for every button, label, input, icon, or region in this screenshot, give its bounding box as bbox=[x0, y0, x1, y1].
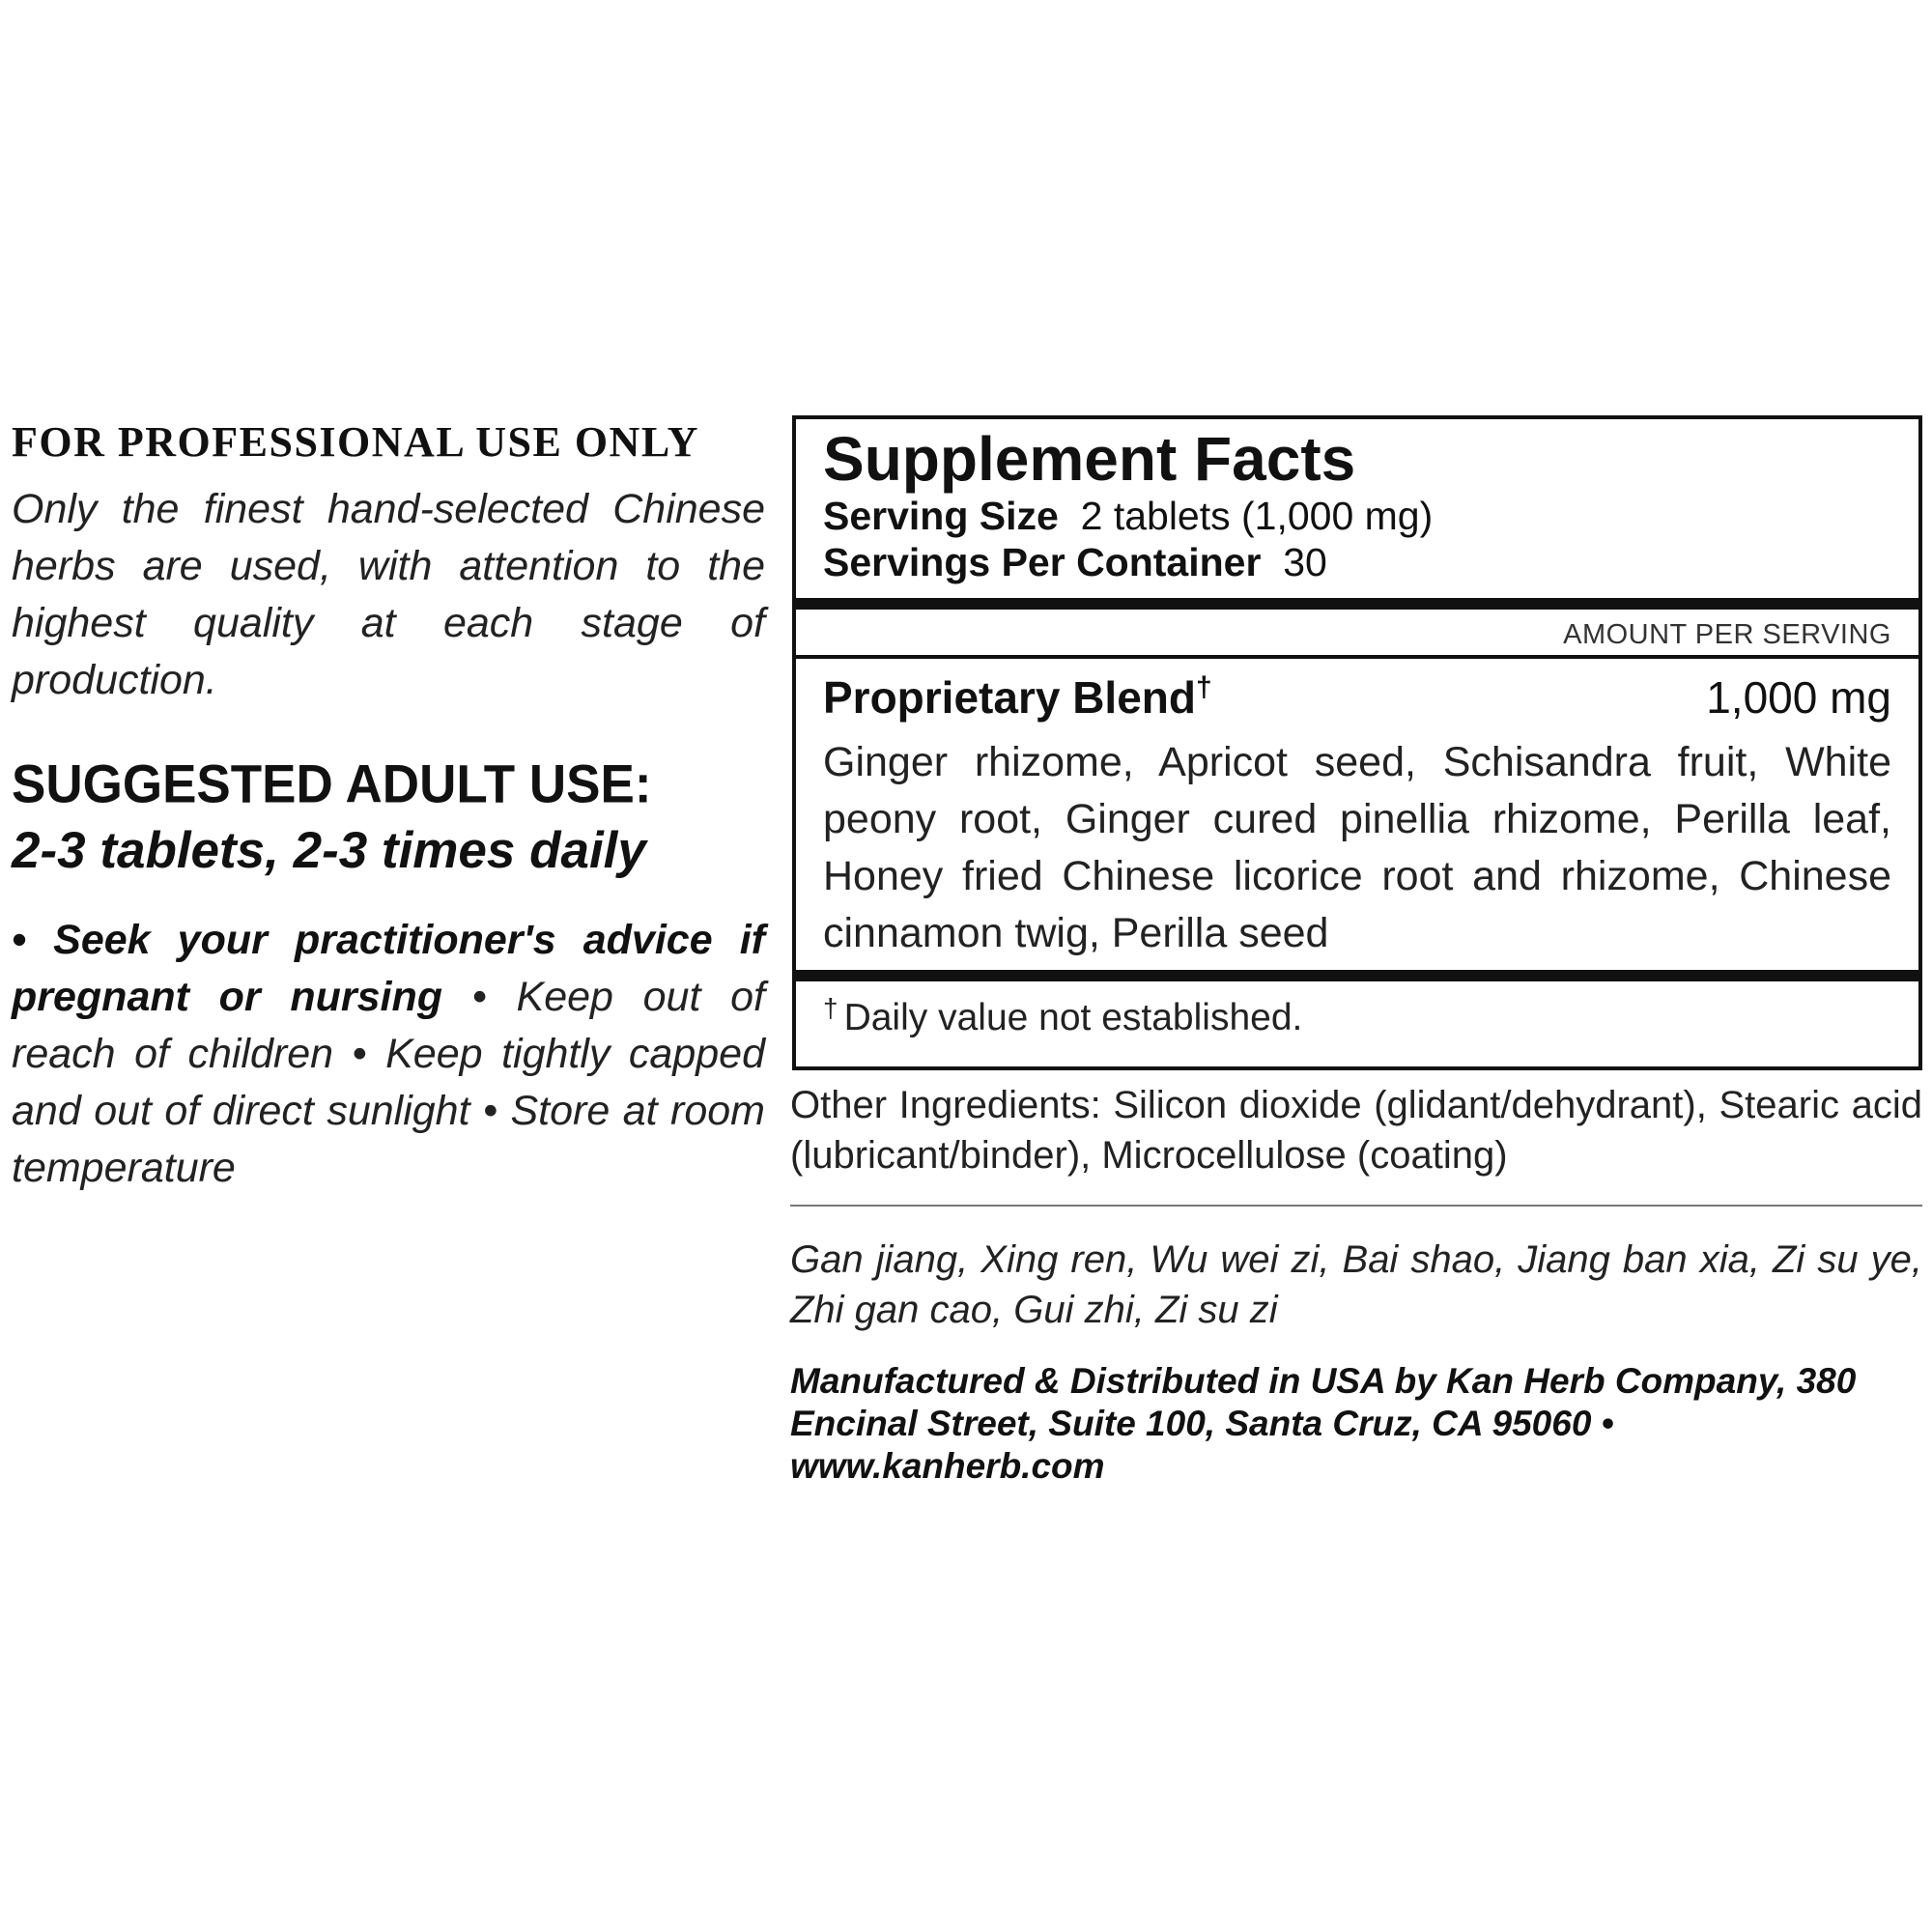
pregnancy-warning: • Seek your practitioner's advice if pregnant or nursing bbox=[12, 917, 765, 1020]
manufacturer-line-2: Encinal Street, Suite 100, Santa Cruz, CA 95060 • www.kanherb.com bbox=[790, 1404, 1614, 1486]
servings-per-container-row bbox=[823, 539, 1891, 585]
footnote-dagger: † bbox=[823, 993, 838, 1023]
serving-size-label: Serving Size bbox=[823, 494, 1059, 538]
amount-per-serving-header: AMOUNT PER SERVING bbox=[1563, 619, 1891, 650]
proprietary-blend-label: Proprietary Blend† bbox=[823, 671, 1212, 723]
manufacturer-line-1: Manufactured & Distributed in USA by Kan Herb Company, 380 bbox=[790, 1361, 1857, 1401]
servings-per-container-value: 30 bbox=[1283, 540, 1327, 584]
usage-column bbox=[12, 413, 765, 1197]
blend-ingredients-list: Ginger rhizome, Apricot seed, Schisandra fruit, White peony root, Ginger cured pinellia rhizome, Perilla leaf, Honey fried Chinese licorice root and rhizome, Chinese cinnamon twig, Perilla seed bbox=[823, 739, 1891, 956]
dosage-text: 2-3 tablets, 2-3 times daily bbox=[12, 822, 646, 879]
dagger-mark: † bbox=[1196, 671, 1212, 703]
storage-warnings: • Keep out of reach of children • Keep tightly capped and out of direct sunlight • Store at room temperature bbox=[12, 974, 765, 1191]
pinyin-herb-names: Gan jiang, Xing ren, Wu wei zi, Bai shao, Jiang ban xia, Zi su ye, Zhi gan cao, Gui zhi, Zi su zi bbox=[790, 1238, 1922, 1331]
manufacturer-info bbox=[790, 1360, 1925, 1488]
professional-use-heading: FOR PROFESSIONAL USE ONLY bbox=[12, 418, 699, 466]
proprietary-blend-row bbox=[823, 668, 1891, 726]
supplement-facts-panel bbox=[792, 415, 1922, 1070]
section-divider bbox=[790, 1205, 1922, 1207]
quality-statement: Only the finest hand-selected Chinese herbs are used, with attention to the highest quality at each stage of production. bbox=[12, 486, 765, 703]
proprietary-blend-amount: 1,000 mg bbox=[1706, 672, 1891, 723]
thick-divider bbox=[796, 598, 1918, 610]
serving-size-value: 2 tablets (1,000 mg) bbox=[1080, 494, 1434, 538]
serving-size-row bbox=[823, 493, 1891, 539]
warnings-paragraph bbox=[12, 912, 765, 1197]
thick-divider-bottom bbox=[796, 970, 1918, 981]
suggested-use-heading: SUGGESTED ADULT USE: bbox=[12, 754, 652, 815]
supplement-facts-title: Supplement Facts bbox=[823, 424, 1356, 494]
other-ingredients: Other Ingredients: Silicon dioxide (glidant/dehydrant), Stearic acid (lubricant/binder), Microcellulose (coating) bbox=[790, 1084, 1922, 1177]
daily-value-footnote: † Daily value not established. bbox=[823, 993, 1303, 1038]
thin-divider bbox=[796, 655, 1918, 659]
servings-per-container-label: Servings Per Container bbox=[823, 540, 1262, 584]
